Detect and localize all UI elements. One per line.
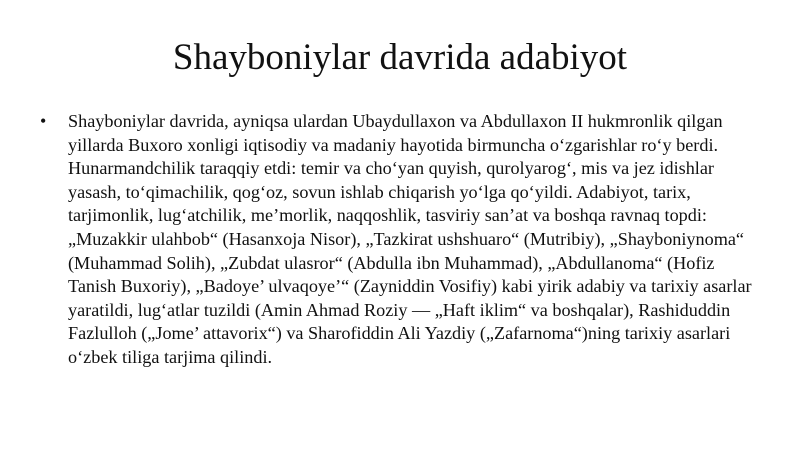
bullet-text: Shayboniylar davrida, ayniqsa ulardan Ubaydullaxon va Abdullaxon II hukmronlik qilgan yillarda Buxoro xonligi iqtisodiy va madaniy hayotida birmuncha o‘zgarishlar ro‘y berdi. Hunarmandchilik taraqqiy etdi: temir va cho‘yan quyish, qurolyarog‘, mis va jez idishlar yasash, to‘qimachilik, qog‘oz, sovun ishlab chiqarish yo‘lga qo‘yildi. Adabiyot, tarix, tarjimonlik, lug‘atchilik, me’morlik, naqqoshlik, tasviriy san’at va boshqa ravnaq topdi: „Muzakkir ulahbob“ (Hasanxoja Nisor), „Tazkirat ushshuaro“ (Mutribiy), „Shayboniynoma“ (Muhammad Solih), „Zubdat ulasror“ (Abdulla ibn Muhammad), „Abdullanoma“ (Hofiz Tanish Buxoriy), „Badoye’ ulvaqoye’“ (Zayniddin Vosifiy) kabi yirik adabiy va tarixiy asarlar yaratildi, lug‘atlar tuzildi (Amin Ahmad Roziy — „Haft iklim“ va boshqalar), Rashiduddin Fazlulloh („Jome’ attavorix“) va Sharofiddin Ali Yazdiy („Zafarnoma“)ning tarixiy asarlari o‘zbek tiliga tarjima qilindi. [68, 111, 752, 367]
bullet-list [40, 110, 764, 370]
bullet-item [40, 110, 764, 370]
slide-title: Shayboniylar davrida adabiyot [172, 37, 628, 78]
bullet-marker: • [40, 111, 47, 131]
